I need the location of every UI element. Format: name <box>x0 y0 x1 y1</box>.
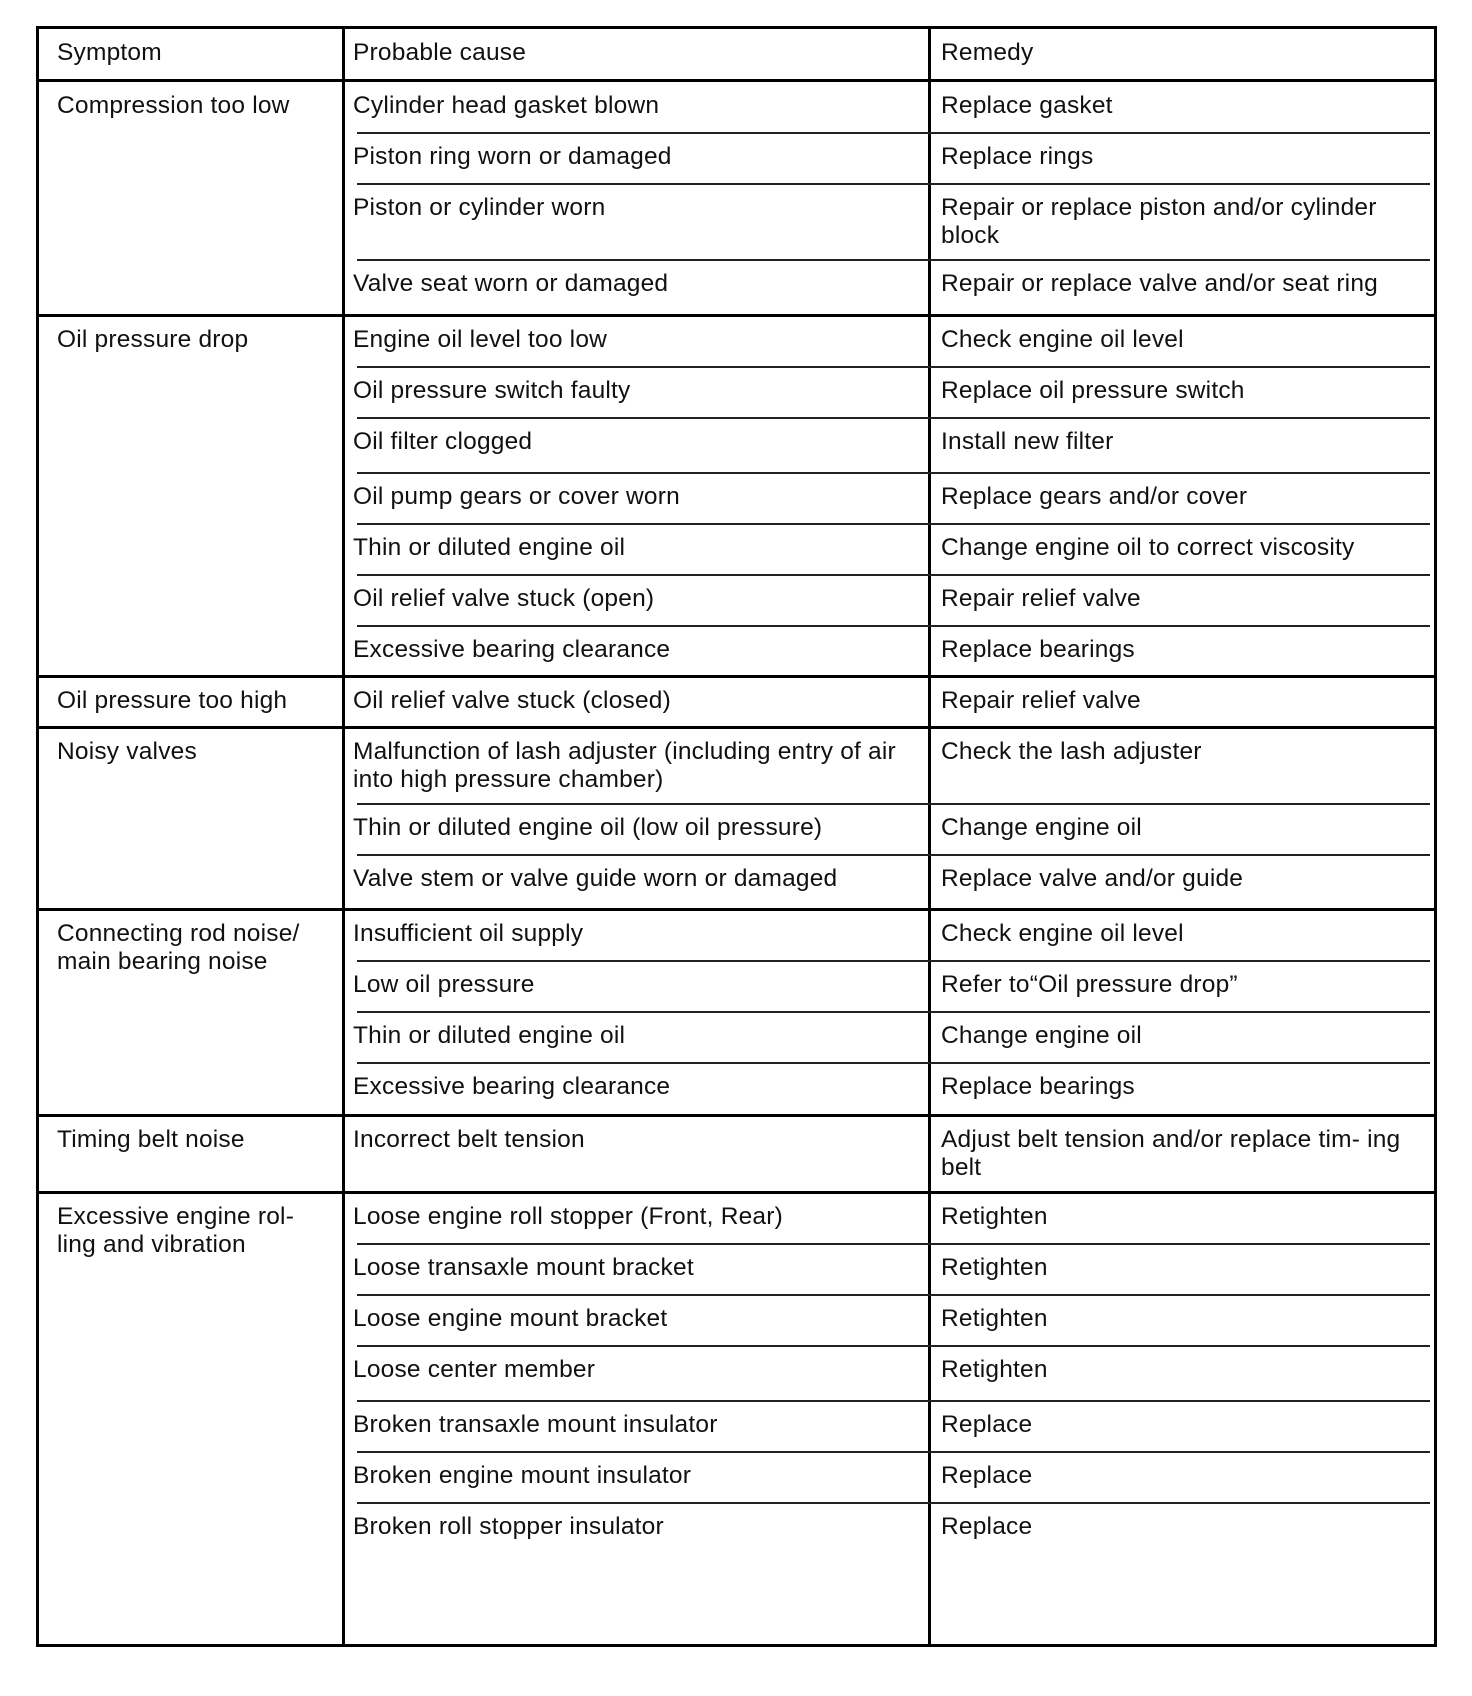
row-divider <box>357 132 1430 134</box>
probable-cause-cell: Oil pump gears or cover worn <box>353 483 680 510</box>
symptom-cell: Oil pressure drop <box>57 326 249 353</box>
row-divider <box>357 854 1430 856</box>
group-divider <box>39 908 1434 911</box>
remedy-cell: Replace rings <box>941 143 1094 170</box>
probable-cause-cell: Excessive bearing clearance <box>353 636 671 663</box>
row-divider <box>357 259 1430 261</box>
troubleshooting-table <box>36 26 1437 1647</box>
probable-cause-cell: Piston ring worn or damaged <box>353 143 672 170</box>
remedy-cell: Retighten <box>941 1203 1048 1230</box>
symptom-cell: Oil pressure too high <box>57 687 288 714</box>
probable-cause-cell: Thin or diluted engine oil <box>353 534 626 561</box>
probable-cause-cell: Valve stem or valve guide worn or damaged <box>353 865 838 892</box>
symptom-cell: Connecting rod noise/ main bearing noise <box>57 920 300 975</box>
row-divider <box>357 417 1430 419</box>
row-divider <box>357 960 1430 962</box>
row-divider <box>357 1451 1430 1453</box>
probable-cause-cell: Cylinder head gasket blown <box>353 92 660 119</box>
remedy-cell: Replace bearings <box>941 636 1135 663</box>
row-divider <box>357 472 1430 474</box>
row-divider <box>357 1502 1430 1504</box>
group-divider <box>39 314 1434 317</box>
symptom-cell: Timing belt noise <box>57 1126 245 1153</box>
header-symptom: Symptom <box>57 39 162 66</box>
header-remedy: Remedy <box>941 39 1034 66</box>
remedy-cell: Replace <box>941 1513 1033 1540</box>
row-divider <box>357 366 1430 368</box>
row-divider <box>357 803 1430 805</box>
remedy-cell: Repair or replace piston and/or cylinder block <box>941 194 1377 249</box>
column-divider <box>342 29 345 1644</box>
probable-cause-cell: Loose center member <box>353 1356 596 1383</box>
remedy-cell: Change engine oil <box>941 1022 1142 1049</box>
probable-cause-cell: Oil relief valve stuck (closed) <box>353 687 671 714</box>
remedy-cell: Change engine oil to correct viscosity <box>941 534 1355 561</box>
probable-cause-cell: Thin or diluted engine oil <box>353 1022 626 1049</box>
row-divider <box>357 1062 1430 1064</box>
probable-cause-cell: Broken transaxle mount insulator <box>353 1411 718 1438</box>
row-divider <box>357 1345 1430 1347</box>
remedy-cell: Retighten <box>941 1305 1048 1332</box>
remedy-cell: Replace valve and/or guide <box>941 865 1244 892</box>
remedy-cell: Repair or replace valve and/or seat ring <box>941 270 1378 297</box>
symptom-cell: Compression too low <box>57 92 290 119</box>
probable-cause-cell: Oil relief valve stuck (open) <box>353 585 655 612</box>
row-divider <box>357 523 1430 525</box>
remedy-cell: Refer to“Oil pressure drop” <box>941 971 1238 998</box>
remedy-cell: Check the lash adjuster <box>941 738 1202 765</box>
remedy-cell: Retighten <box>941 1254 1048 1281</box>
probable-cause-cell: Thin or diluted engine oil (low oil pressure) <box>353 814 823 841</box>
probable-cause-cell: Oil pressure switch faulty <box>353 377 631 404</box>
row-divider <box>357 1243 1430 1245</box>
row-divider <box>357 574 1430 576</box>
probable-cause-cell: Incorrect belt tension <box>353 1126 585 1153</box>
header-cause: Probable cause <box>353 39 527 66</box>
remedy-cell: Replace <box>941 1411 1033 1438</box>
row-divider <box>357 183 1430 185</box>
remedy-cell: Replace bearings <box>941 1073 1135 1100</box>
probable-cause-cell: Loose engine roll stopper (Front, Rear) <box>353 1203 783 1230</box>
probable-cause-cell: Insufficient oil supply <box>353 920 584 947</box>
remedy-cell: Check engine oil level <box>941 326 1184 353</box>
remedy-cell: Install new filter <box>941 428 1114 455</box>
group-divider <box>39 1191 1434 1194</box>
symptom-cell: Noisy valves <box>57 738 197 765</box>
probable-cause-cell: Broken engine mount insulator <box>353 1462 692 1489</box>
probable-cause-cell: Loose engine mount bracket <box>353 1305 668 1332</box>
remedy-cell: Replace gears and/or cover <box>941 483 1248 510</box>
remedy-cell: Change engine oil <box>941 814 1142 841</box>
group-divider <box>39 1114 1434 1117</box>
remedy-cell: Repair relief valve <box>941 687 1141 714</box>
probable-cause-cell: Piston or cylinder worn <box>353 194 606 221</box>
remedy-cell: Check engine oil level <box>941 920 1184 947</box>
probable-cause-cell: Valve seat worn or damaged <box>353 270 669 297</box>
probable-cause-cell: Excessive bearing clearance <box>353 1073 671 1100</box>
row-divider <box>357 1400 1430 1402</box>
probable-cause-cell: Low oil pressure <box>353 971 535 998</box>
header-divider <box>39 79 1434 82</box>
probable-cause-cell: Broken roll stopper insulator <box>353 1513 664 1540</box>
group-divider <box>39 726 1434 729</box>
probable-cause-cell: Loose transaxle mount bracket <box>353 1254 694 1281</box>
probable-cause-cell: Malfunction of lash adjuster (including entry of air into high pressure chamber) <box>353 738 896 793</box>
remedy-cell: Replace oil pressure switch <box>941 377 1245 404</box>
row-divider <box>357 1011 1430 1013</box>
probable-cause-cell: Engine oil level too low <box>353 326 608 353</box>
group-divider <box>39 675 1434 678</box>
remedy-cell: Repair relief valve <box>941 585 1141 612</box>
remedy-cell: Adjust belt tension and/or replace tim- ing belt <box>941 1126 1401 1181</box>
row-divider <box>357 1294 1430 1296</box>
row-divider <box>357 625 1430 627</box>
remedy-cell: Replace <box>941 1462 1033 1489</box>
remedy-cell: Replace gasket <box>941 92 1113 119</box>
probable-cause-cell: Oil filter clogged <box>353 428 533 455</box>
symptom-cell: Excessive engine rol- ling and vibration <box>57 1203 295 1258</box>
remedy-cell: Retighten <box>941 1356 1048 1383</box>
